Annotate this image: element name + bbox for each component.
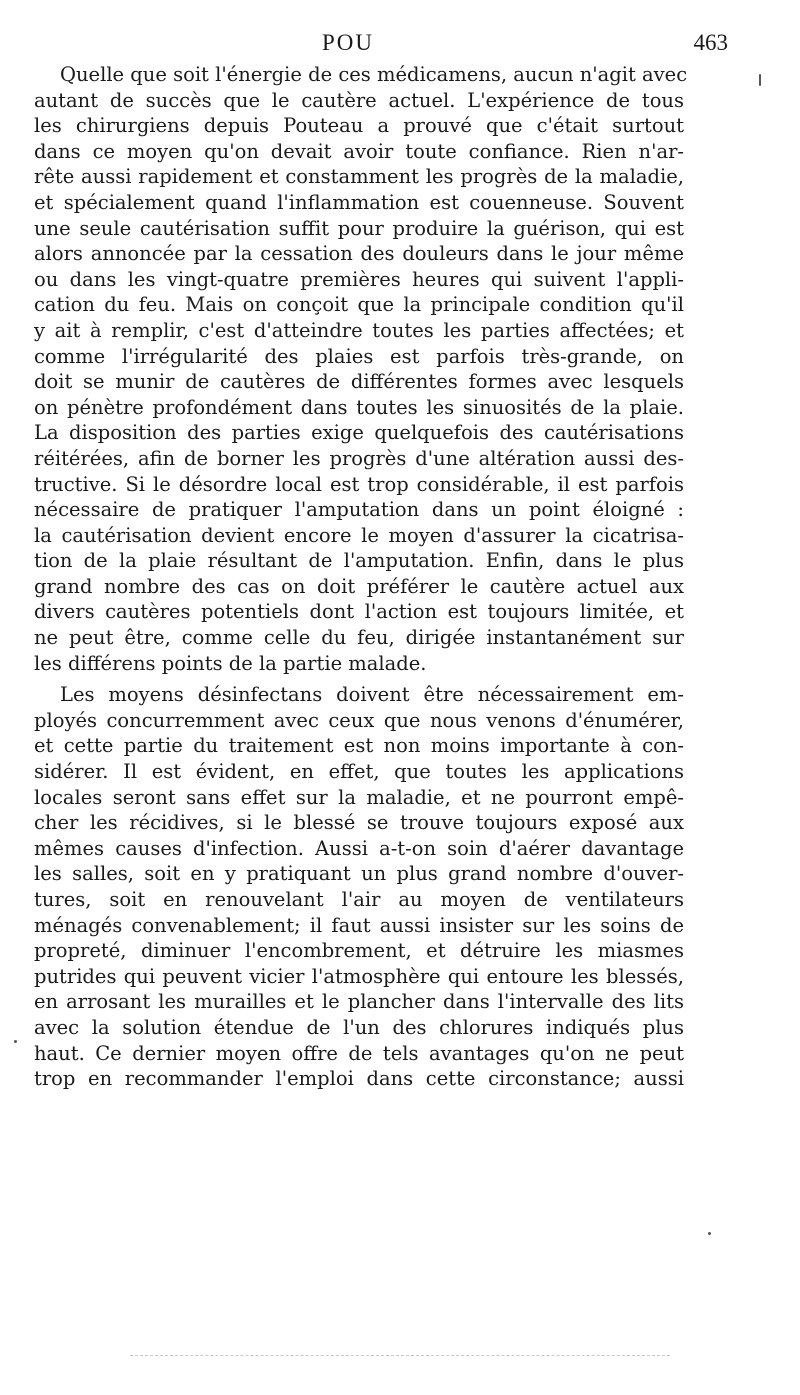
text-line: cher les récidives, si le blessé se trouve toujours exposé aux — [34, 811, 684, 835]
text-line: et spécialement quand l'inflammation est couenneuse. Souvent — [34, 190, 684, 214]
text-line: ne peut être, comme celle du feu, dirigée instantanément sur — [34, 626, 684, 650]
text-line: en arrosant les murailles et le plancher dans l'intervalle des lits — [34, 990, 684, 1014]
text-line: ménagés convenablement; il faut aussi insister sur les soins de — [34, 913, 684, 937]
text-line: on pénètre profondément dans toutes les sinuosités de la plaie. — [34, 395, 684, 419]
scan-speck — [14, 1040, 17, 1043]
text-line: cation du feu. Mais on conçoit que la principale condition qu'il — [34, 293, 684, 317]
text-line: y ait à remplir, c'est d'atteindre toutes les parties affectées; et — [34, 318, 684, 342]
text-line: les différens points de la partie malade. — [34, 651, 427, 675]
text-line: divers cautères potentiels dont l'action est toujours limitée, et — [34, 600, 684, 624]
text-line: avec la solution étendue de l'un des chlorures indiqués plus — [34, 1015, 684, 1039]
text-line: autant de succès que le cautère actuel. L'expérience de tous — [34, 88, 684, 112]
paragraph-2 — [34, 682, 684, 1092]
text-line: tructive. Si le désordre local est trop considérable, il est parfois — [34, 472, 684, 496]
text-line: nécessaire de pratiquer l'amputation dans un point éloigné : — [34, 498, 684, 522]
text-line: doit se munir de cautères de différentes formes avec lesquels — [34, 370, 684, 394]
text-line: Les moyens désinfectans doivent être nécessairement em- — [60, 683, 684, 707]
text-line: et cette partie du traitement est non moins importante à con- — [34, 734, 684, 758]
page-header — [40, 30, 740, 64]
text-line: grand nombre des cas on doit préférer le cautère actuel aux — [34, 574, 684, 598]
text-line: haut. Ce dernier moyen offre de tels avantages qu'on ne peut — [34, 1041, 684, 1065]
text-line: ou dans les vingt-quatre premières heures qui suivent l'appli- — [34, 267, 684, 291]
running-head: POU — [322, 30, 375, 55]
scan-footer-artifact — [130, 1355, 670, 1356]
text-line: comme l'irrégularité des plaies est parfois très-grande, on — [34, 344, 684, 368]
text-line: dans ce moyen qu'on devait avoir toute confiance. Rien n'ar- — [34, 139, 684, 163]
text-line: sidérer. Il est évident, en effet, que toutes les applications — [34, 760, 684, 784]
text-line: trop en recommander l'emploi dans cette circonstance; aussi — [34, 1067, 684, 1091]
scan-speck — [759, 74, 761, 86]
text-line: La disposition des parties exige quelquefois des cautérisations — [34, 421, 684, 445]
text-line: alors annoncée par la cessation des douleurs dans le jour même — [34, 242, 684, 266]
text-line: une seule cautérisation suffit pour produire la guérison, qui est — [34, 216, 684, 240]
text-line: locales seront sans effet sur la maladie, et ne pourront empê- — [34, 785, 684, 809]
paragraph-1 — [34, 62, 688, 676]
text-line: tion de la plaie résultant de l'amputation. Enfin, dans le plus — [34, 549, 684, 573]
text-line: putrides qui peuvent vicier l'atmosphère qui entoure les blessés, — [34, 964, 684, 988]
text-line: Quelle que soit l'énergie de ces médicamens, aucun n'agit avec — [60, 63, 688, 86]
body-text — [34, 62, 688, 1092]
page-number: 463 — [693, 30, 728, 55]
text-line: rête aussi rapidement et constamment les progrès de la maladie, — [34, 165, 684, 189]
scan-speck — [708, 1232, 711, 1235]
text-line: ployés concurremment avec ceux que nous venons d'énumérer, — [34, 708, 684, 732]
text-line: les chirurgiens depuis Pouteau a prouvé que c'était surtout — [34, 114, 684, 138]
text-line: mêmes causes d'infection. Aussi a-t-on soin d'aérer davantage — [34, 836, 684, 860]
text-line: la cautérisation devient encore le moyen d'assurer la cicatrisa- — [34, 523, 684, 547]
text-line: les salles, soit en y pratiquant un plus grand nombre d'ouver- — [34, 862, 684, 886]
text-line: tures, soit en renouvelant l'air au moyen de ventilateurs — [34, 888, 684, 911]
text-line: réitérées, afin de borner les progrès d'une altération aussi des- — [34, 446, 684, 470]
text-line: propreté, diminuer l'encombrement, et détruire les miasmes — [34, 939, 684, 963]
